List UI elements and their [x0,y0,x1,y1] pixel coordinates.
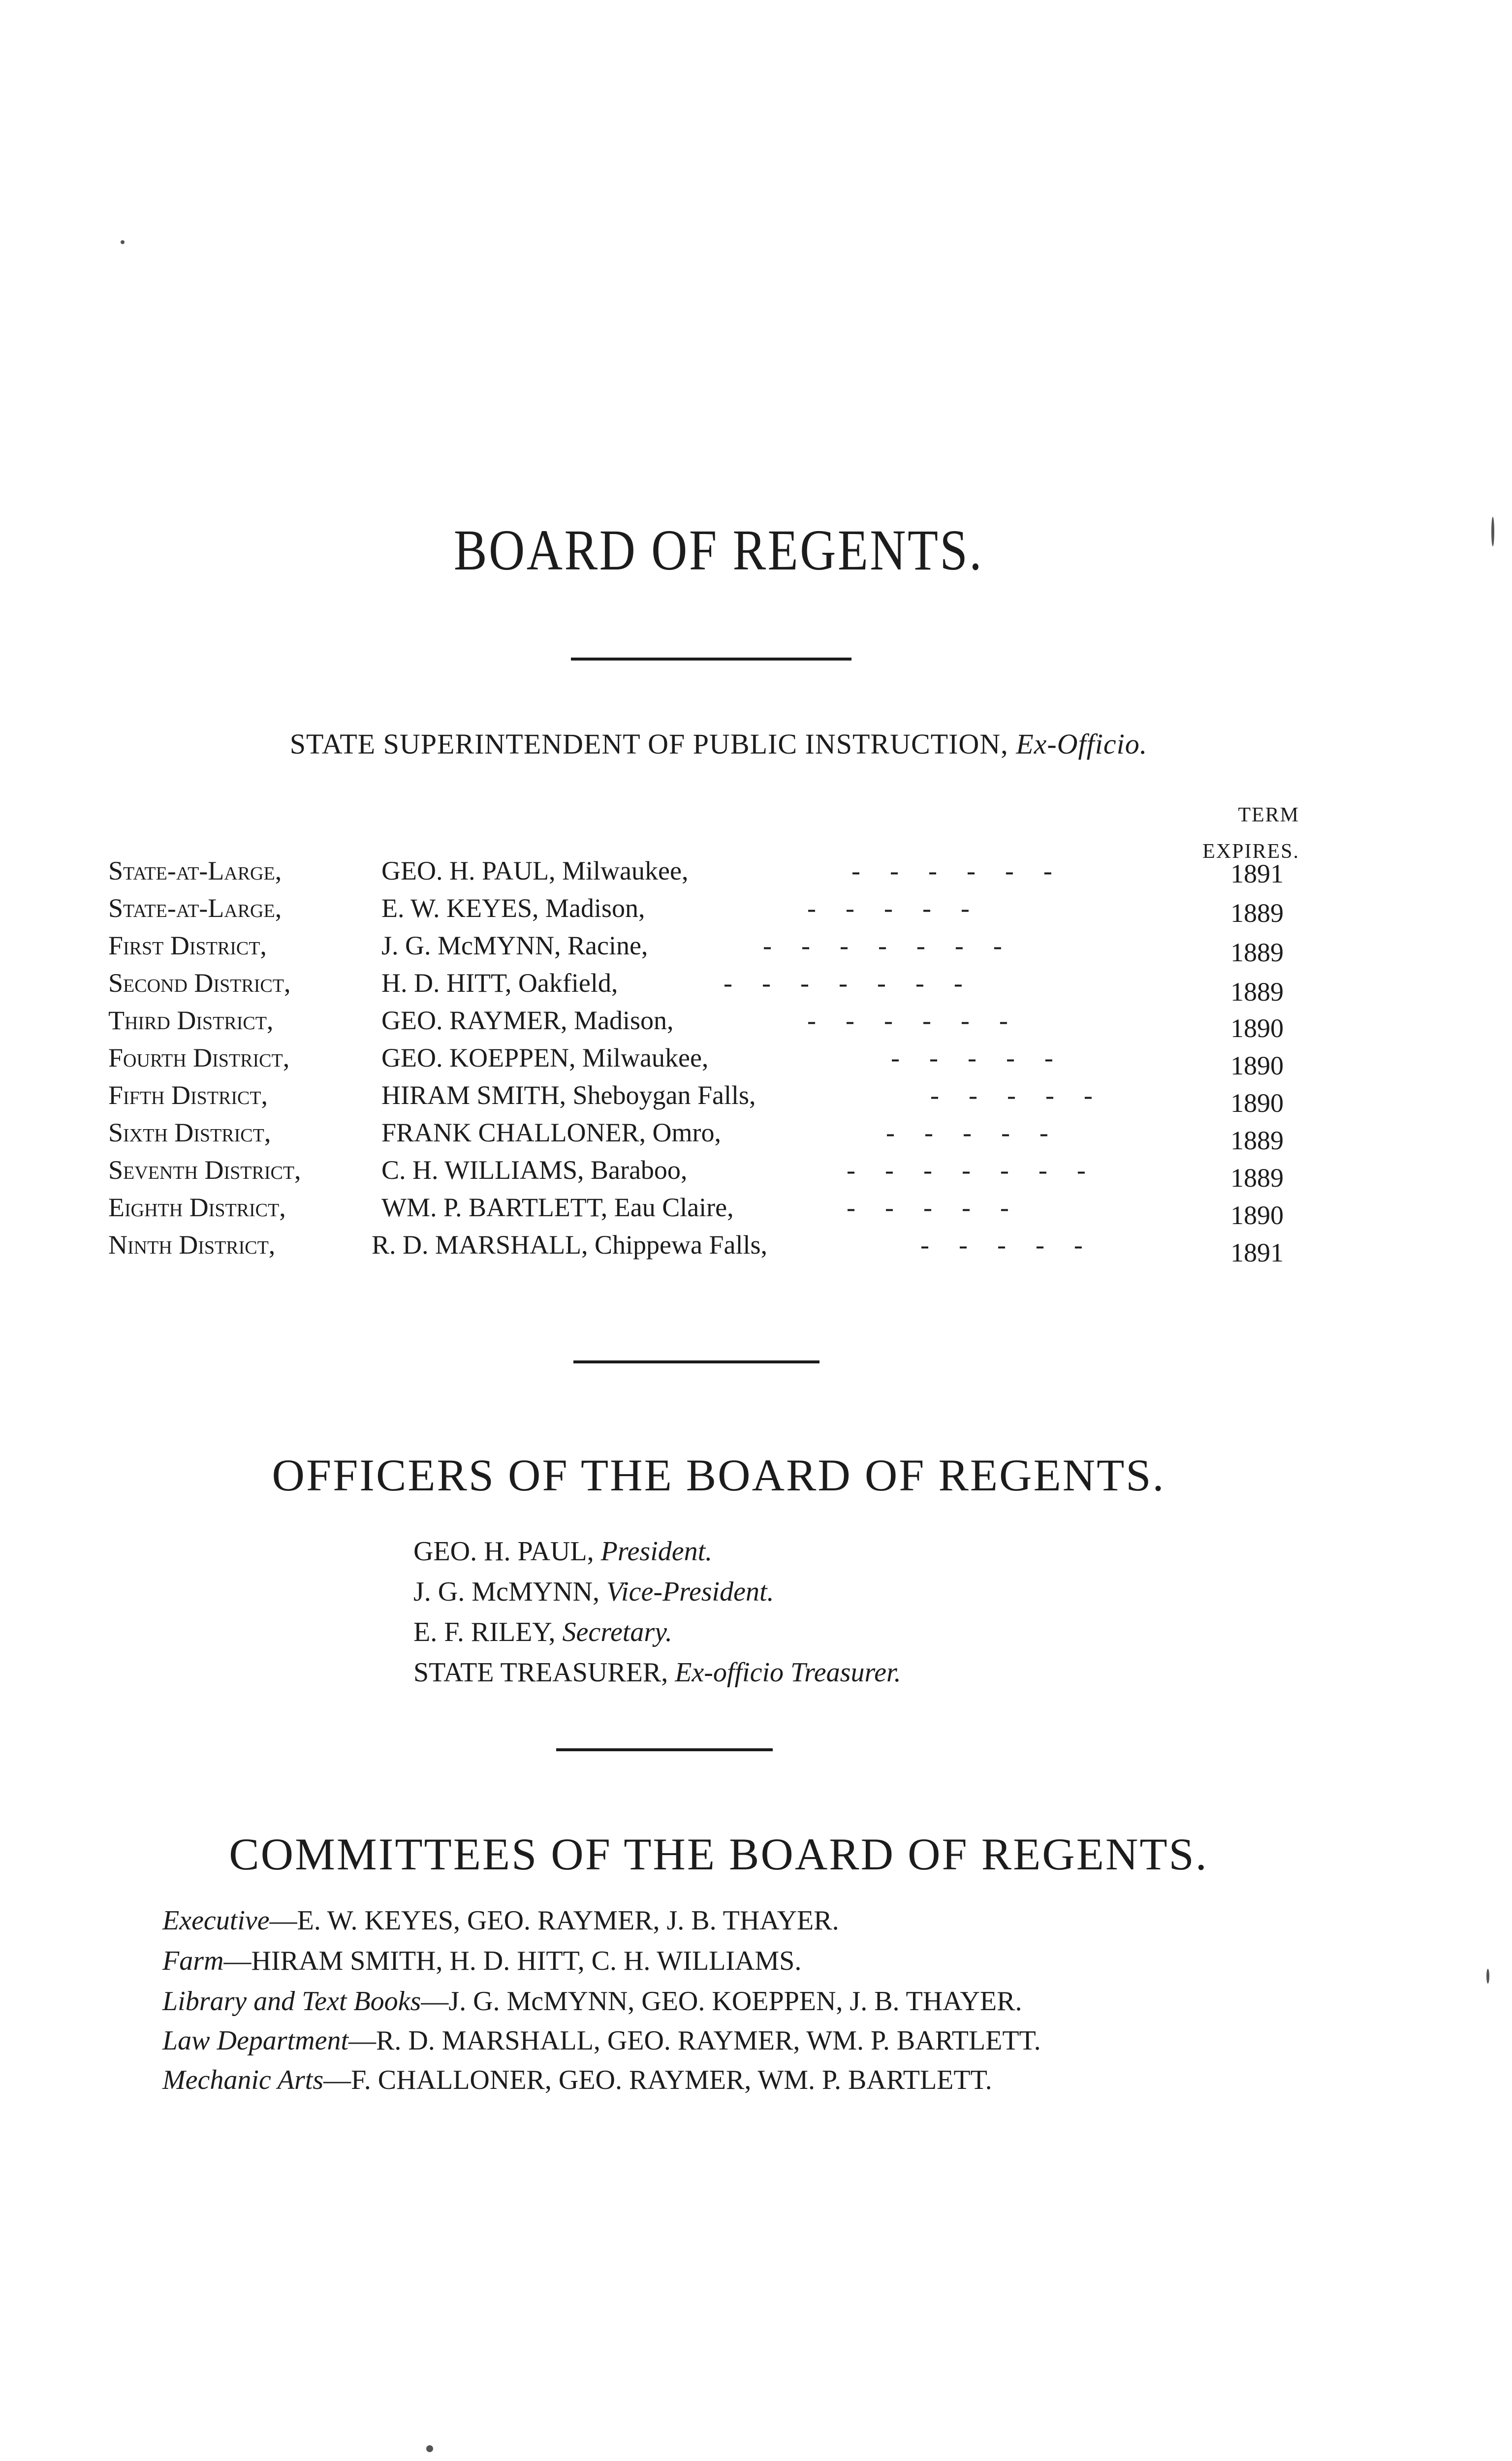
committee-members: —J. G. McMYNN, GEO. KOEPPEN, J. B. THAYER. [421,1986,1022,2017]
regent-term: 1889 [1230,938,1284,967]
regent-row [0,1230,1512,1267]
committee-members: —F. CHALLONER, GEO. RAYMER, WM. P. BARTLETT. [323,2065,992,2095]
officer-name: J. G. McMYNN, [413,1577,599,1607]
committees-heading: COMMITTEES OF THE BOARD OF REGENTS. [229,1829,1208,1879]
regent-name: HIRAM SMITH, Sheboygan Falls, [381,1080,756,1110]
regent-term: 1890 [1230,1013,1284,1043]
regent-name: GEO. H. PAUL, Milwaukee, [381,856,689,885]
regent-term: 1891 [1230,859,1284,888]
regent-term: 1890 [1230,1200,1284,1230]
regent-district: Second District, [108,968,291,998]
committee-members: —R. D. MARSHALL, GEO. RAYMER, WM. P. BARTLETT. [348,2025,1041,2056]
officer-line [413,1576,774,1608]
regent-term: 1890 [1230,1088,1284,1118]
regent-term: 1889 [1230,1163,1284,1193]
regent-district: Eighth District, [108,1193,286,1222]
regent-district: Seventh District, [108,1155,301,1185]
officer-name: STATE TREASURER, [413,1657,668,1688]
officer-line [413,1616,672,1648]
officer-line [413,1536,712,1567]
regent-district: Third District, [108,1006,274,1035]
leader-dots: ----- [807,893,999,923]
regent-row [0,930,1512,968]
committee-name: Library and Text Books [162,1986,421,2017]
committee-name: Farm [162,1946,224,1976]
leader-dots: ----- [920,1230,1112,1260]
page-title: BOARD OF REGENTS. [453,518,984,582]
committee-members: —HIRAM SMITH, H. D. HITT, C. H. WILLIAMS. [223,1946,802,1976]
officer-role: Ex-officio Treasurer. [675,1657,901,1688]
regent-row [0,1192,1512,1230]
leader-dots: ------ [807,1006,1038,1035]
regent-row [0,1005,1512,1042]
regent-name: FRANK CHALLONER, Omro, [381,1118,722,1147]
regent-term: 1889 [1230,1126,1284,1155]
regent-row [0,855,1512,893]
leader-dots: ----- [886,1118,1078,1147]
committee-line [162,2064,992,2096]
officers-heading: OFFICERS OF THE BOARD OF REGENTS. [272,1450,1166,1500]
leader-dots: ----- [930,1080,1122,1110]
regent-name: E. W. KEYES, Madison, [381,893,645,923]
section-divider [556,1748,773,1751]
leader-dots: ----- [847,1193,1039,1222]
regent-term: 1891 [1230,1238,1284,1267]
scan-speck [1491,517,1494,546]
regent-row [0,893,1512,930]
officer-role: Vice-President. [606,1577,774,1607]
scan-speck [426,2445,433,2452]
committee-name: Executive [162,1905,270,1936]
committee-line [162,1986,1022,2017]
regent-district: Fifth District, [108,1080,268,1110]
term-header-line2: EXPIRES. [1202,840,1299,863]
leader-dots: ----- [891,1043,1083,1073]
regent-name: H. D. HITT, Oakfield, [381,968,618,998]
scan-speck [121,240,125,244]
committee-line [162,2025,1041,2056]
regent-name: GEO. RAYMER, Madison, [381,1006,674,1035]
regent-term: 1890 [1230,1051,1284,1080]
title-divider [571,658,851,661]
scan-speck [1486,1969,1489,1984]
regent-name: WM. P. BARTLETT, Eau Claire, [381,1193,734,1222]
regent-name: C. H. WILLIAMS, Baraboo, [381,1155,688,1185]
section-divider [573,1360,819,1363]
regent-district: Fourth District, [108,1043,290,1073]
committee-line [162,1905,839,1936]
committee-members: —E. W. KEYES, GEO. RAYMER, J. B. THAYER. [269,1905,839,1936]
regent-name: R. D. MARSHALL, Chippewa Falls, [372,1230,768,1260]
superintendent-office: STATE SUPERINTENDENT OF PUBLIC INSTRUCTION, [289,728,1008,760]
leader-dots: ------- [724,968,992,998]
regent-district: First District, [108,931,267,960]
superintendent-line [0,727,1437,760]
regent-row [0,1042,1512,1080]
officer-line [413,1657,901,1688]
regent-row [0,1080,1512,1117]
regent-row [0,968,1512,1005]
committee-line [162,1945,801,1977]
regent-district: State-at-Large, [108,893,282,923]
regent-district: Sixth District, [108,1118,271,1147]
superintendent-note: Ex-Officio. [1016,728,1148,760]
officer-role: President. [600,1536,713,1567]
officer-role: Secretary. [562,1617,672,1647]
officer-name: GEO. H. PAUL, [413,1536,594,1567]
regent-name: GEO. KOEPPEN, Milwaukee, [381,1043,709,1073]
leader-dots: ------- [847,1155,1115,1185]
leader-dots: ------- [763,931,1032,960]
regent-term: 1889 [1230,898,1284,928]
regent-row [0,1155,1512,1192]
leader-dots: ------ [851,856,1082,885]
officer-name: E. F. RILEY, [413,1617,556,1647]
term-header-line1: TERM [1238,804,1299,826]
regent-row [0,1117,1512,1155]
regent-district: Ninth District, [108,1230,276,1260]
committee-name: Mechanic Arts [162,2065,324,2095]
regent-term: 1889 [1230,977,1284,1007]
regent-district: State-at-Large, [108,856,282,885]
committee-name: Law Department [162,2025,348,2056]
regent-name: J. G. McMYNN, Racine, [381,931,648,960]
